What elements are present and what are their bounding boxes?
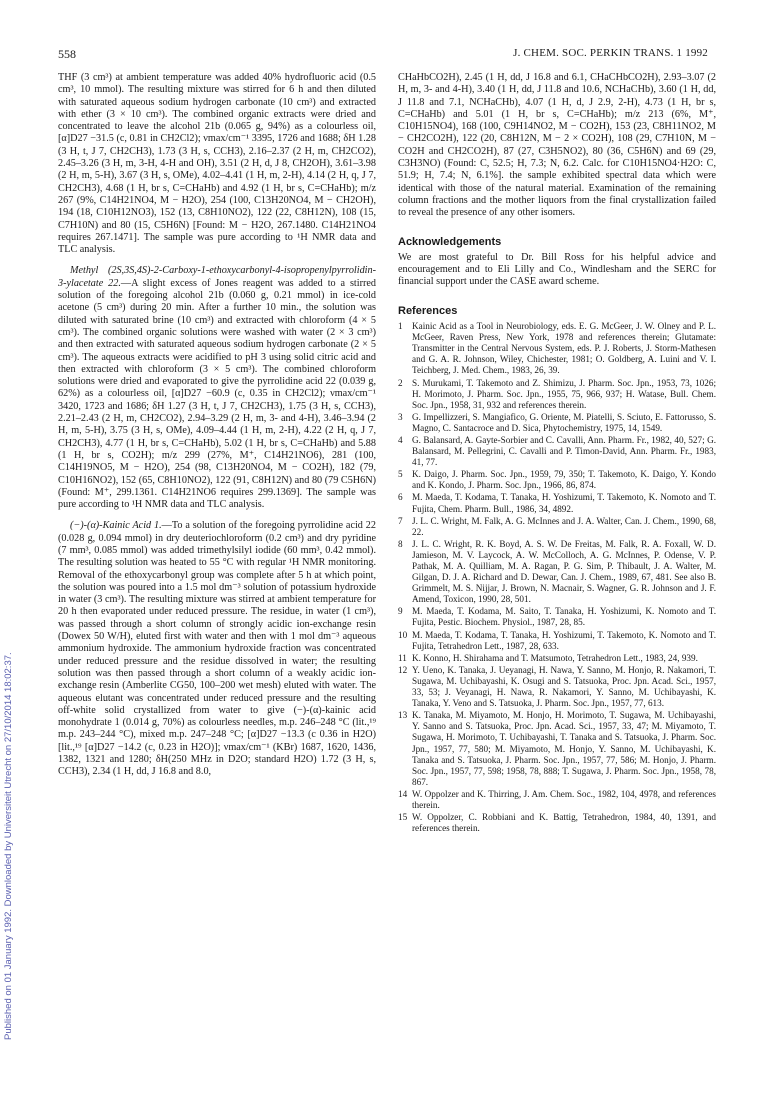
- reference-text: K. Daigo, J. Pharm. Soc. Jpn., 1959, 79, 350; T. Takemoto, K. Daigo, Y. Kondo and K. Kondo, J. Pharm. Soc. Jpn., 1966, 86, 874.: [412, 469, 716, 491]
- reference-number: 15: [398, 812, 408, 823]
- reference-text: S. Murukami, T. Takemoto and Z. Shimizu, J. Pharm. Soc. Jpn., 1953, 73, 1026; H. Morimoto, J. Pharm. Soc. Jpn., 1955, 75, 966, 937; H. Watase, Bull. Chem. Soc. Jpn., 1958, 31, 932 and references therein.: [412, 377, 716, 410]
- reference-number: 12: [398, 664, 408, 675]
- journal-header: J. CHEM. SOC. PERKIN TRANS. 1 1992: [513, 47, 708, 59]
- reference-number: 5: [398, 469, 403, 480]
- reference-number: 8: [398, 538, 403, 549]
- kainic-acid-text: —To a solution of the foregoing pyrrolidine acid 22 (0.028 g, 0.094 mmol) in dry deuteriochloroform (0.2 cm³) and dry pyridine (7 mm³, 0.085 mmol) was added trimethylsilyl iodide (60 mm³, 0.42 mmol). The resulting solution was heated to 55 °C with regular ¹H NMR monitoring. Removal of the ethoxycarbonyl group was complete after 5 h at which point, the solution was poured into a 1.5 mol dm⁻³ solution of potassium hydroxide in water (3 cm³). The resulting mixture was stirred at ambient temperature for 20 h then evaporated under reduced pressure. The residue, in water (1 cm³), was passed through a short column of strongly acidic ion-exchange resin (Dowex 50 W/H), eluted first with water and then with 1 mol dm⁻³ aqueous ammonium hydroxide. The ammonium hydroxide fraction was concentrated under reduced pressure and the residue dissolved in water; the resulting solution was then passed through a short column of a weakly acidic ion-exchange resin (Amberlite CG50, 100–200 wet mesh) eluted with water. The aqueous elutant was concentrated under reduced pressure and the resulting off-white solid crystallized from water to give (−)-(α)-kainic acid monohydrate 1 (0.014 g, 70%) as colourless needles, m.p. 246–248 °C (lit.,¹⁹ m.p. 243–244 °C), mixed m.p. 247–248 °C; [α]D27 −13.3 (c 0.36 in H2O) [lit.,¹⁹ [α]D27 −14.2 (c, 0.23 in H2O)]; νmax/cm⁻¹ (KBr) 1687, 1620, 1436, 1382, 1321 and 1280; δH(250 MHz in D2O; standard H2O) 1.72 (3 H, s, CCH3), 2.34 (1 H, dd, J 16.8 and 8.0,: [58, 520, 376, 778]
- reference-item: [398, 435, 716, 468]
- reference-item: [398, 492, 716, 514]
- reference-number: 4: [398, 434, 403, 445]
- reference-item: [398, 469, 716, 491]
- reference-text: J. L. C. Wright, R. K. Boyd, A. S. W. De Freitas, M. Falk, R. A. Foxall, W. D. Jamieson, M. V. Laycock, A. W. McColloch, A. G. McInnes, P. Odense, V. P. Pathak, M. A. Quilliam, M. A. Ragan, P. G. Sim, P. Thibault, J. A. Walter, M. Gilgan, D. J. A. Richard and D. Dewar, Can. J. Chem., 1989, 67, 481. See also B. Grimmelt, M. S. Nijjar, J. Brown, N. Macnair, S. Wagner, G. R. Johnson and J. F. Amend, Toxicon, 1990, 28, 501.: [412, 538, 716, 605]
- reference-text: M. Maeda, T. Kodama, M. Saito, T. Tanaka, H. Yoshizumi, K. Nomoto and T. Fujita, Pestic. Biochem. Physiol., 1987, 28, 85.: [412, 606, 716, 628]
- reference-item: [398, 812, 716, 834]
- acknowledgements-heading: Acknowledgements: [398, 235, 502, 248]
- reference-number: 7: [398, 515, 403, 526]
- reference-text: Kainic Acid as a Tool in Neurobiology, eds. E. G. McGeer, J. W. Olney and P. L. McGeer, Raven Press, New York, 1978 and references therein; Glutamate: Transmitter in the Central Nervous System, eds. P. J. Roberts, J. Storm-Mathesen and G. A. R. Johnson, Wiley, Chichester, 1981; O. Goldberg, A. Luini and V. I. Teichberg, J. Med. Chem., 1983, 26, 39.: [412, 321, 716, 376]
- reference-list: [398, 321, 716, 834]
- reference-text: J. L. C. Wright, M. Falk, A. G. McInnes and J. A. Walter, Can. J. Chem., 1990, 68, 22.: [412, 515, 716, 537]
- references-heading: References: [398, 304, 458, 317]
- reference-text: K. Konno, H. Shirahama and T. Matsumoto, Tetrahedron Lett., 1983, 24, 939.: [412, 652, 698, 663]
- reference-number: 3: [398, 411, 403, 422]
- reference-number: 11: [398, 652, 407, 663]
- reference-number: 10: [398, 629, 408, 640]
- reference-text: K. Tanaka, M. Miyamoto, M. Honjo, H. Morimoto, T. Sugawa, M. Uchibayashi, Y. Sanno and S. Tatsuoka, Proc. Jpn. Acad. Sci., 1957, 33, 47; M. Miyamoto, T. Sugawa, H. Morimoto, T. Uchibayashi, T. Tanaka and S. Tatsuoka, J. Pharm. Soc. Jpn., 1957, 77, 580; M. Miyamoto, M. Honjo, Y. Sanno, M. Uchibayashi, K. Tanaka and S. Tatsuoka, J. Pharm. Soc. Jpn., 1957, 77, 586; M. Honjo, J. Pharm. Soc. Jpn., 1957, 77, 598; 1958, 78, 888; T. Sugawa, J. Pharm. Soc. Jpn., 1958, 78, 867.: [412, 710, 716, 787]
- reference-text: W. Oppolzer and K. Thirring, J. Am. Chem. Soc., 1982, 104, 4978, and references therein.: [412, 788, 716, 810]
- reference-number: 6: [398, 492, 403, 503]
- reference-item: [398, 606, 716, 628]
- reference-text: W. Oppolzer, C. Robbiani and K. Battig, Tetrahedron, 1984, 40, 1391, and references therein.: [412, 812, 716, 834]
- reference-number: 13: [398, 710, 408, 721]
- acknowledgements-text: We are most grateful to Dr. Bill Ross for his helpful advice and encouragement and to Eli Lilly and Co., Windlesham and the SERC for financial support under the CASE award scheme.: [398, 251, 716, 288]
- reference-number: 9: [398, 606, 403, 617]
- left-column: [58, 72, 376, 788]
- reference-item: [398, 630, 716, 652]
- paragraph-continued: CHaHbCO2H), 2.45 (1 H, dd, J 16.8 and 6.1, CHaCHbCO2H), 2.93–3.07 (2 H, m, 3- and 4-H), 3.40 (1 H, dd, J 11.8 and 10.6, NCHaCHb), 3.60 (1 H, dd, J 11.8 and 7.1, NCHaCHb), 4.07 (1 H, d, J 2.9, 2-H), 4.73 (1 H, br s, C=CHaHb) and 5.01 (1 H, br s, C=CHaHb); m/z 213 (6%, M⁺, C10H15NO4), 168 (100, C9H14NO2, M − CO2H), 153 (23, C8H11NO2, M − CH2CO2H), 122 (20, C8H12N, M − 2 × CO2H), 108 (29, C7H10N, M − CO2H and CH2CO2H), 87 (27, C3H5NO2), 80 (36, C5H6N) and 69 (29, C3H3NO) (Found: C, 52.5; H, 7.3; N, 6.2. Calc. for C10H15NO4·H2O: C, 51.9; H, 7.4; N, 6.1%]. the sample exhibited spectral data which were identical with those of the natural material. Examination of the remaining column fractions and the mother liquors from the final crystallization failed to reveal the presence of any other isomers.: [398, 72, 716, 219]
- reference-number: 1: [398, 321, 403, 332]
- compound-22-text: —A slight excess of Jones reagent was added to a stirred solution of the foregoing alcohol 21b (0.060 g, 0.21 mmol) in ice-cold acetone (5 cm³) during 20 min. After a further 10 min., the solution was diluted with saturated brine (10 cm³) and extracted with chloroform (4 × 5 cm³). The combined organic solutions were washed with water (2 × 3 cm³) and then extracted with saturated aqueous sodium hydrogen carbonate (2 × 5 cm³). The aqueous extracts were acidified to pH 3 using solid citric acid and then extracted with chloroform (3 × 5 cm³). The combined chloroform solutions were dried and evaporated to give the pyrrolidine acid 22 (0.039 g, 62%) as a colourless oil, [α]D27 −60.9 (c, 0.35 in CH2Cl2); νmax/cm⁻¹ 3420, 1723 and 1686; δH 1.27 (3 H, t, J 7, CH2CH3), 1.75 (3 H, s, CCH3), 2.21–2.43 (2 H, m, CH2CO2), 2.94–3.29 (2 H, m, 3- and 4-H), 3.46–3.94 (2 H, m, 5-H), 3.75 (3 H, s, OMe), 4.09–4.44 (1 H, m, 2-H), 4.22 (2 H, q, J 7, CH2CH3), 4.77 (1 H, br s, C=CHaHb), 5.02 (1 H, br s, C=CHaHb) and 5.88 (1 H, br s, CO2H); m/z 299 (27%, M⁺, C14H21NO6), 281 (100, C14H19NO5, M − H2O), 254 (98, C13H20NO4, M − CO2H), 182 (79, C10H16NO2), 152 (65, C8H10NO2), 122 (91, C8H12N) and 80 (79 C5H6N) (Found: M⁺, 299.1361. C14H21NO6 requires 299.1369]. The sample was pure according to ¹H NMR data and TLC analysis.: [58, 277, 376, 511]
- reference-text: G. Impellizzeri, S. Mangiafico, G. Oriente, M. Piatelli, S. Sciuto, E. Fattorusso, S. Magno, C. Santacroce and D. Sica, Phytochemistry, 1975, 14, 1549.: [412, 411, 716, 433]
- download-notice: [3, 280, 17, 1040]
- paragraph-pyrrolidine-acid-22: [58, 265, 376, 511]
- right-column: [398, 72, 716, 835]
- kainic-acid-title: (−)-(α)-Kainic Acid 1.: [70, 520, 162, 532]
- reference-item: [398, 710, 716, 788]
- reference-text: Y. Ueno, K. Tanaka, J. Ueyanagi, H. Nawa, Y. Sanno, M. Honjo, R. Nakamori, T. Sugawa, M. Uchibayashi, K. Osugi and S. Tatsuoka, Proc. Jpn. Acad. Sci., 1957, 33, 53; J. Veyanagi, H. Nawa, R. Nakamori, Y. Sanno, M. Uchibayashi, K. Tanaka, Y. Veno and S. Tatsuoka, J. Pharm. Soc. Jpn., 1957, 77, 613.: [412, 664, 716, 709]
- download-notice-text: Published on 01 January 1992. Downloaded by Universiteit Utrecht on 27/10/2014 18:02:37.: [3, 652, 14, 1040]
- reference-text: M. Maeda, T. Kodama, T. Tanaka, H. Yoshizumi, T. Takemoto, K. Nomoto and T. Fujita, Chem. Pharm. Bull., 1986, 34, 4892.: [412, 492, 716, 514]
- reference-item: [398, 653, 716, 664]
- reference-item: [398, 516, 716, 538]
- reference-item: [398, 665, 716, 709]
- reference-item: [398, 321, 716, 376]
- reference-number: 14: [398, 788, 408, 799]
- reference-text: M. Maeda, T. Kodama, T. Tanaka, H. Yoshizumi, T. Takemoto, K. Nomoto and T. Fujita, Tetrahedron Lett., 1987, 28, 633.: [412, 629, 716, 651]
- reference-item: [398, 412, 716, 434]
- reference-item: [398, 378, 716, 411]
- compound-22-title: Methyl (2S,3S,4S)-2-Carboxy-1-ethoxycarbonyl-4-isopropenylpyrrolidin-3-ylacetate 22.: [58, 265, 376, 289]
- reference-item: [398, 789, 716, 811]
- paragraph-kainic-acid: [58, 520, 376, 778]
- reference-item: [398, 539, 716, 606]
- reference-text: G. Balansard, A. Gayte-Sorbier and C. Cavalli, Ann. Pharm. Fr., 1982, 40, 527; G. Balansard, M. Pellegrini, C. Cavalli and P. Timon-David, Ann. Pharm. Fr., 1983, 41, 77.: [412, 434, 716, 468]
- paragraph-alcohol-21b: THF (3 cm³) at ambient temperature was added 40% hydrofluoric acid (0.5 cm³, 10 mmol). The resulting mixture was stirred for 6 h and then diluted with saturated aqueous sodium hydrogen carbonate (10 cm³) and extracted with ether (3 × 10 cm³). The combined organic extracts were dried and concentrated to leave the alcohol 21b (0.065 g, 94%) as a colourless oil, [α]D27 −31.5 (c, 0.81 in CH2Cl2); νmax/cm⁻¹ 3395, 1726 and 1688; δH 1.28 (3 H, t, J 7, CH2CH3), 1.73 (3 H, s, CCH3), 2.16–2.37 (2 H, m, CH2CO2), 2.45–3.26 (3 H, m, 3-H, 4-H and OH), 3.51 (2 H, d, J 8, CH2OH), 3.61–3.98 (2 H, m, 5-H), 3.67 (3 H, s, OMe), 4.02–4.41 (1 H, m, 2-H), 4.14 (2 H, q, J 7, CH2CH3), 4.68 (1 H, br s, C=CHaHb) and 4.92 (1 H, br s, C=CHaHb); m/z 267 (9%, C14H21NO4, M − H2O), 254 (100, C13H20NO4, M − CH2OH), 194 (18, C10H12NO3), 152 (13, C8H10NO2), 122 (22, C8H12N), 108 (15, C7H10N) and 80 (15, C5H6N) [Found: M − H2O, 267.1480. C14H21NO4 requires 267.1471]. The sample was pure according to ¹H NMR data and TLC analysis.: [58, 72, 376, 256]
- page-number: 558: [58, 47, 76, 61]
- reference-number: 2: [398, 377, 403, 388]
